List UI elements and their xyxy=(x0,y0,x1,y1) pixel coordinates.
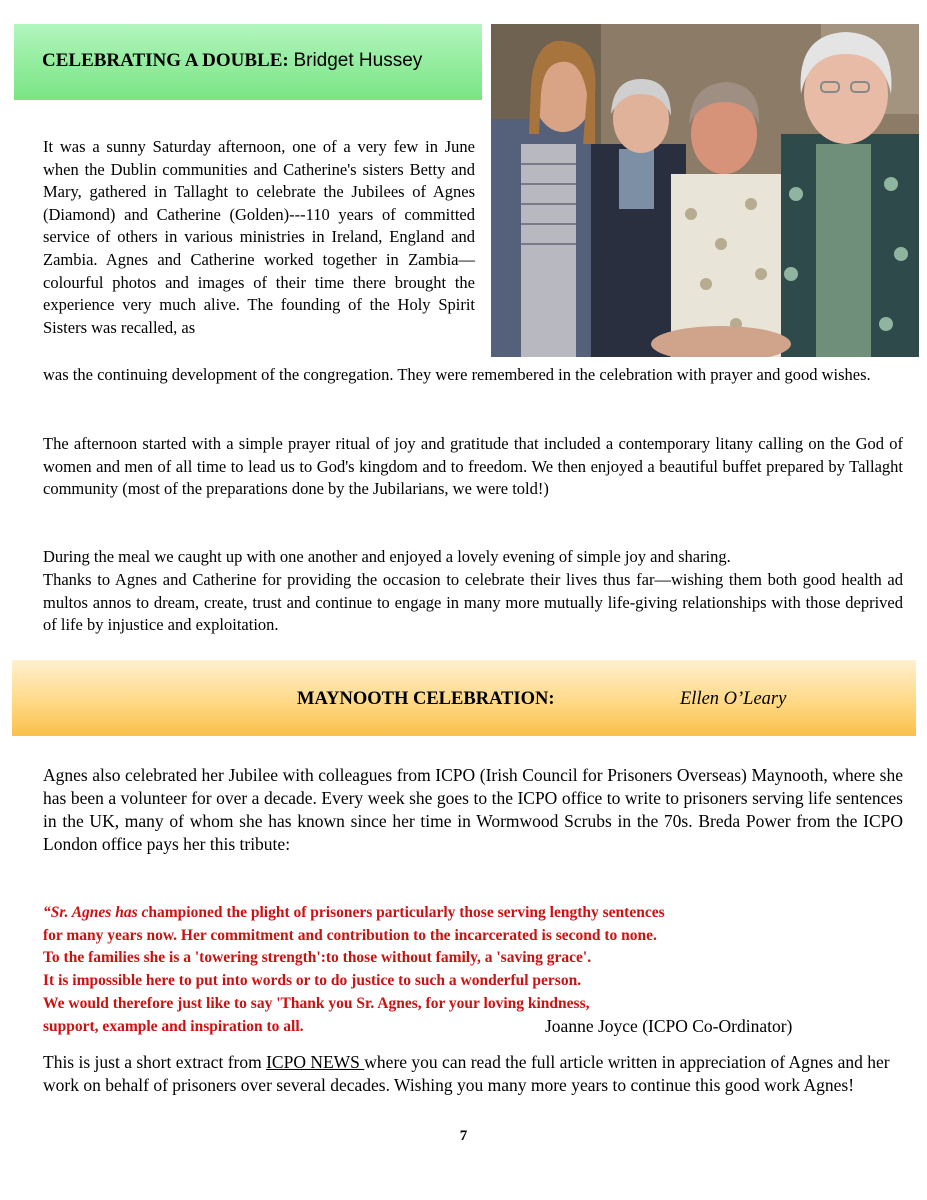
jubilee-group-photo xyxy=(491,24,919,357)
section1-paragraph1-continued: was the continuing development of the congregation. They were remembered in the celebration with prayer and good wishes. xyxy=(43,365,871,384)
section2-closing-paragraph: This is just a short extract from ICPO NEWS where you can read the full article written in appreciation of Agnes and her work on behalf of prisoners over several decades. Wishing you many more years to continue this good work Agnes! xyxy=(43,1052,890,1095)
section1-paragraph3: Thanks to Agnes and Catherine for providing the occasion to celebrate their lives thus far—wishing them both good health ad multos annos to dream, create, trust and continue to engage in many more mutually life-giving relationships with those deprived of life by injustice and exploitation. xyxy=(43,570,903,635)
section2-paragraph1: Agnes also celebrated her Jubilee with colleagues from ICPO (Irish Council for Prisoners Overseas) Maynooth, where she has been a volunteer for over a decade. Every week she goes to the ICPO office to write to prisoners serving life sentences in the UK, many of whom she has known since her time in Wormwood Scrubs in the 70s. Breda Power from the ICPO London office pays her this tribute: xyxy=(43,765,903,854)
section1-header xyxy=(14,24,482,100)
section1-paragraph1: It was a sunny Saturday afternoon, one of a very few in June when the Dublin communities and Catherine's sisters Betty and Mary, gathered in Tallaght to celebrate the Jubilees of Agnes (Diamond) and Catherine (Golden)---110 years of committed service of others in various ministries in Ireland, England and Zambia. Agnes and Catherine worked together in Zambia—colourful photos and images of their time there brought the experience very much alive. The founding of the Holy Spirit Sisters was recalled, as xyxy=(43,137,475,337)
jubilee-photo-illustration xyxy=(491,24,919,357)
icpo-news-link[interactable]: ICPO NEWS xyxy=(266,1052,365,1072)
quote-line-1: “Sr. Agnes has championed the plight of prisoners particularly those serving lengthy sentences xyxy=(43,904,665,921)
section2-author: Ellen O’Leary xyxy=(680,689,787,709)
section1-paragraph3-line1: During the meal we caught up with one another and enjoyed a lovely evening of simple joy and sharing. xyxy=(43,547,731,566)
quote-line-4: It is impossible here to put into words or to do justice to such a wonderful person. xyxy=(43,972,582,990)
quote-signature: Joanne Joyce (ICPO Co-Ordinator) xyxy=(545,1016,793,1036)
section2-title: MAYNOOTH CELEBRATION: xyxy=(297,689,555,709)
quote-line-2: for many years now. Her commitment and contribution to the incarcerated is second to none. xyxy=(43,926,657,944)
section1-author: Bridget Hussey xyxy=(293,50,423,71)
tribute-quote xyxy=(43,902,903,1038)
section1-title: CELEBRATING A DOUBLE: xyxy=(42,50,289,71)
section2-header xyxy=(12,660,916,736)
page-number: 7 xyxy=(459,1128,468,1144)
quote-line-6: support, example and inspiration to all. xyxy=(43,1017,304,1035)
quote-line-3: To the families she is a 'towering strength':to those without family, a 'saving grace'. xyxy=(43,949,592,967)
quote-line-5: We would therefore just like to say 'Thank you Sr. Agnes, for your loving kindness, xyxy=(43,994,590,1012)
section1-paragraph2: The afternoon started with a simple prayer ritual of joy and gratitude that included a contemporary litany calling on the God of women and men of all time to lead us to God's kingdom and to freedom. We then enjoyed a beautiful buffet prepared by Tallaght community (most of the preparations done by the Jubilarians, we were told!) xyxy=(43,434,903,499)
